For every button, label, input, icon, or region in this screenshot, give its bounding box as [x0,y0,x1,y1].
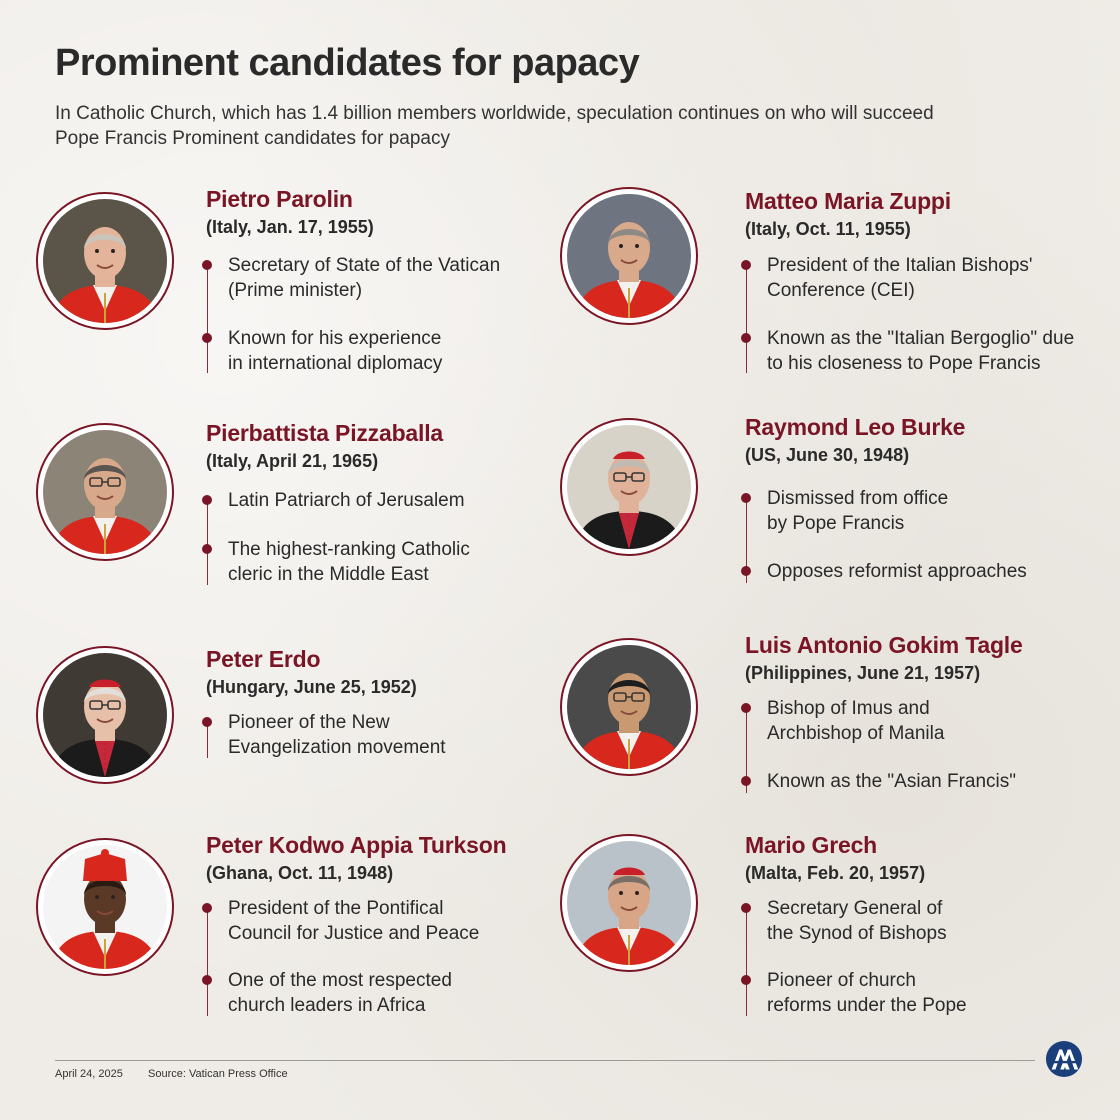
candidate-fact-line: President of the Italian Bishops' [767,255,1033,276]
candidate-fact-line: the Synod of Bishops [767,923,947,944]
candidate-fact-line: by Pope Francis [767,513,905,534]
candidate-fact [767,253,1033,303]
bullet-dot [741,903,751,913]
candidate-fact [228,326,442,376]
candidate-fact-line: in international diplomacy [228,353,443,374]
candidate-fact [767,696,944,746]
candidate-portrait [36,646,174,784]
candidate-fact-line: church leaders in Africa [228,995,426,1016]
candidate-birth-info: (US, June 30, 1948) [745,445,910,465]
bullet-dot [202,544,212,554]
candidate-fact-line: One of the most respected [228,970,452,991]
candidate-portrait [560,834,698,972]
bullet-dot [741,260,751,270]
candidate-birth-info: (Malta, Feb. 20, 1957) [745,863,926,883]
candidate-name: Luis Antonio Gokim Tagle [745,632,1023,658]
candidate-fact-line: Conference (CEI) [767,280,915,301]
candidate-fact-line: President of the Pontifical [228,898,444,919]
candidate-fact-line: Pioneer of church [767,970,916,991]
candidate-fact-line: to his closeness to Pope Francis [767,353,1041,374]
candidate-fact [767,896,947,946]
bullet-dot [741,493,751,503]
bullet-dot [741,776,751,786]
candidate-birth-info: (Italy, Jan. 17, 1955) [206,217,374,237]
candidate-portrait [36,423,174,561]
candidate-fact-line: Known for his experience [228,328,442,349]
candidate-fact [228,710,446,760]
page-subtitle: In Catholic Church, which has 1.4 billion members worldwide, speculation continues on who will succeed Pope Francis Prominent candidates for papacy [55,103,934,149]
bullet-timeline [207,497,208,585]
candidate-name: Peter Erdo [206,646,321,672]
bullet-timeline [746,262,747,373]
bullet-dot [202,975,212,985]
bullet-dot [741,566,751,576]
candidate-name: Peter Kodwo Appia Turkson [206,832,507,858]
candidate-fact-line: Opposes reformist approaches [767,561,1027,582]
aa-agency-logo-icon [1045,1040,1083,1078]
candidate-portrait [560,187,698,325]
candidate-fact-line: Evangelization movement [228,737,446,758]
candidate-fact-line: Secretary of State of the Vatican [228,255,501,276]
candidate-fact [767,559,1027,584]
candidate-fact [767,486,948,536]
candidate-fact-line: Pioneer of the New [228,712,390,733]
candidate-fact-line: Known as the "Italian Bergoglio" due [767,328,1075,349]
candidate-birth-info: (Hungary, June 25, 1952) [206,677,417,697]
candidate-birth-info: (Italy, April 21, 1965) [206,451,379,471]
candidate-portrait [36,192,174,330]
candidate-fact-line: cleric in the Middle East [228,564,429,585]
candidate-name: Mario Grech [745,832,878,858]
candidate-fact [767,968,967,1018]
bullet-timeline [207,905,208,1016]
bullet-dot [202,260,212,270]
candidate-name: Pierbattista Pizzaballa [206,420,443,446]
footer-divider [55,1060,1035,1061]
candidate-fact-line: reforms under the Pope [767,995,967,1016]
candidate-fact-line: Latin Patriarch of Jerusalem [228,490,465,511]
bullet-dot [202,495,212,505]
candidate-fact-line: Secretary General of [767,898,943,919]
candidate-fact [228,253,500,303]
page-title: Prominent candidates for papacy [55,42,640,84]
bullet-dot [202,333,212,343]
candidate-portrait [560,418,698,556]
candidate-fact [767,326,1074,376]
candidate-fact-line: Known as the "Asian Francis" [767,771,1016,792]
candidate-portrait [36,838,174,976]
candidate-fact [767,769,1016,794]
candidate-fact [228,537,470,587]
bullet-dot [741,703,751,713]
candidate-fact-line: (Prime minister) [228,280,363,301]
candidate-fact-line: Archbishop of Manila [767,723,945,744]
candidate-fact-line: Bishop of Imus and [767,698,930,719]
candidate-fact [228,968,452,1018]
candidate-fact [228,488,465,513]
candidate-name: Matteo Maria Zuppi [745,188,951,214]
bullet-dot [202,903,212,913]
candidate-name: Raymond Leo Burke [745,414,966,440]
bullet-dot [202,717,212,727]
bullet-dot [741,975,751,985]
candidate-name: Pietro Parolin [206,186,353,212]
footer-source: Source: Vatican Press Office [148,1068,288,1080]
bullet-timeline [207,262,208,373]
candidate-birth-info: (Ghana, Oct. 11, 1948) [206,863,394,883]
candidate-birth-info: (Philippines, June 21, 1957) [745,663,981,683]
bullet-timeline [746,905,747,1016]
candidate-fact-line: Council for Justice and Peace [228,923,480,944]
bullet-dot [741,333,751,343]
candidate-fact [228,896,479,946]
candidate-birth-info: (Italy, Oct. 11, 1955) [745,219,911,239]
footer-date: April 24, 2025 [55,1068,123,1080]
candidate-fact-line: Dismissed from office [767,488,949,509]
candidate-fact-line: The highest-ranking Catholic [228,539,470,560]
candidate-portrait [560,638,698,776]
